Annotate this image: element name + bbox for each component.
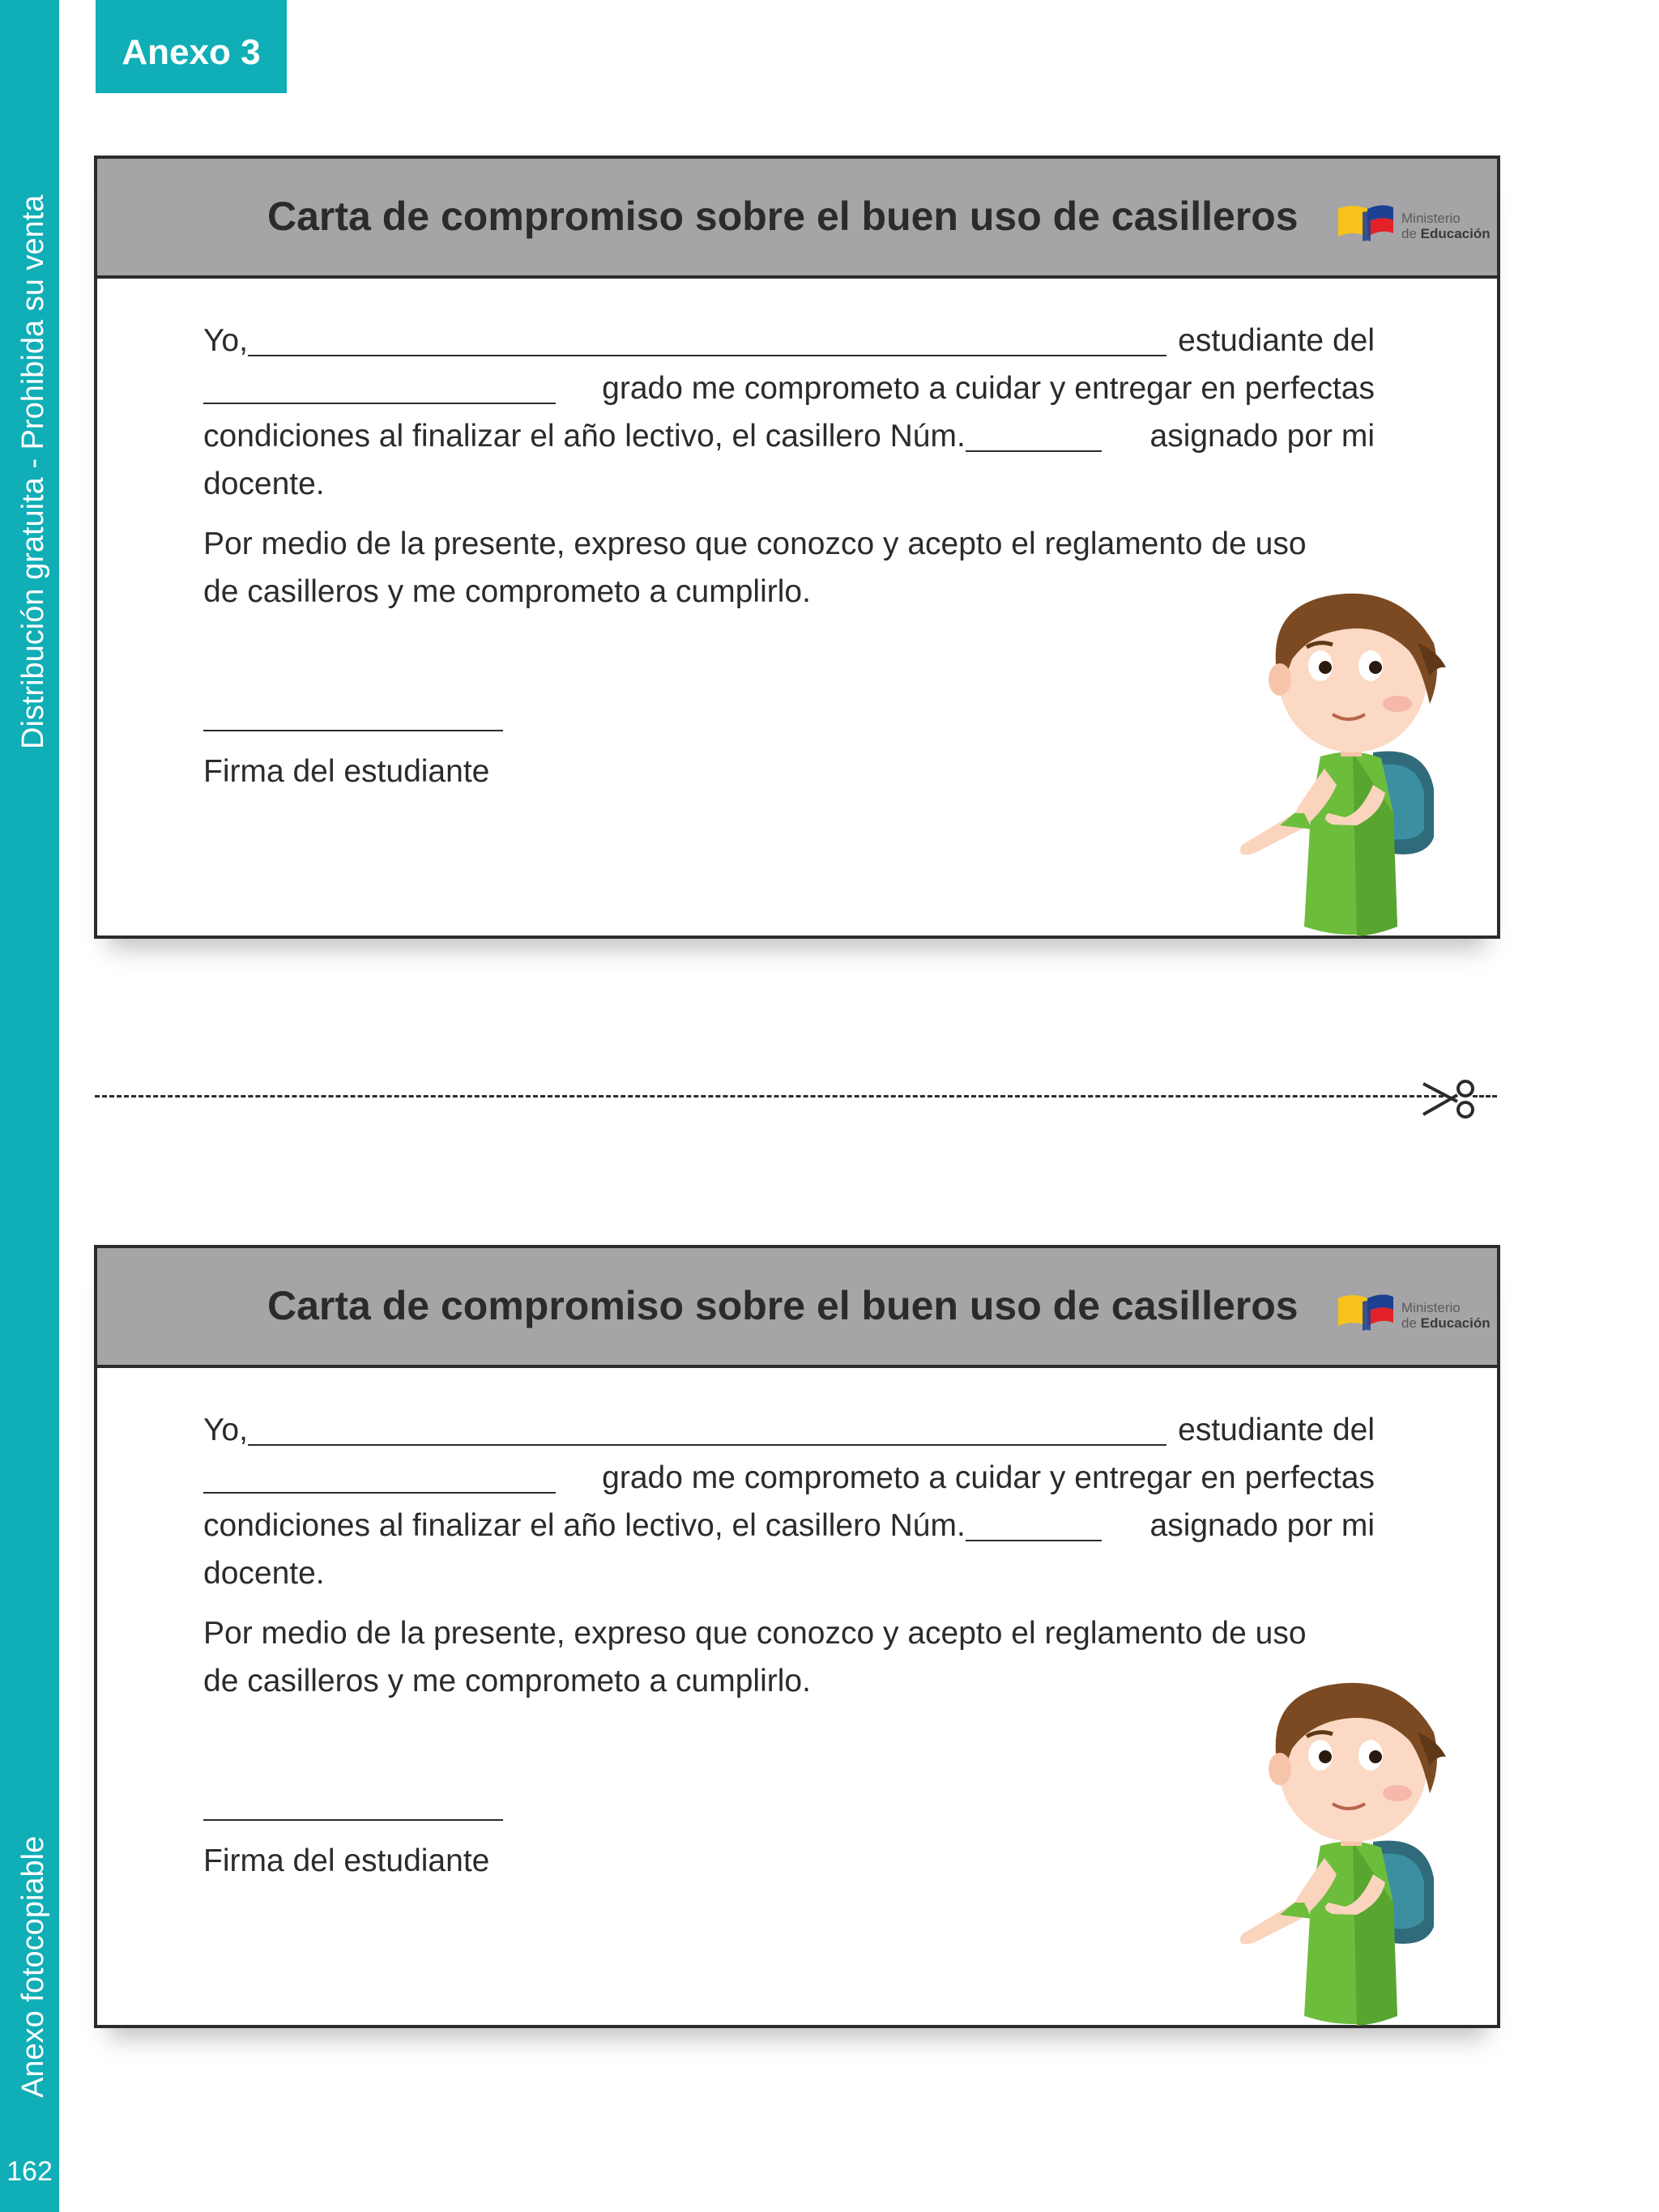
signature-field[interactable] [203, 730, 503, 731]
logo-text-ministerio: Ministerio [1401, 1300, 1461, 1315]
student-illustration [1191, 570, 1499, 939]
commitment-paragraph [203, 1406, 1375, 1597]
condiciones-text: condiciones al finalizar el año lectivo, el casillero Núm. [203, 1508, 966, 1543]
acceptance-line-1: Por medio de la presente, expreso que conozco y acepto el reglamento de uso [203, 526, 1307, 561]
ministerio-logo [1337, 201, 1491, 249]
acceptance-line-2: de casilleros y me comprometo a cumplirlo. [203, 1664, 811, 1698]
acceptance-line-2: de casilleros y me comprometo a cumplirlo. [203, 574, 811, 609]
logo-text-ministerio: Ministerio [1401, 211, 1461, 226]
sidebar-top-text: Distribución gratuita - Prohibida su venta [16, 194, 50, 749]
estudiante-label: estudiante del [1178, 1413, 1375, 1447]
locker-number-field[interactable] [966, 1507, 1102, 1541]
card-header [97, 1248, 1497, 1368]
acceptance-line-1: Por medio de la presente, expreso que conozco y acepto el reglamento de uso [203, 1616, 1307, 1651]
commitment-card [94, 1245, 1500, 2028]
flag-logo-icon [1337, 201, 1398, 249]
flag-logo-icon [1337, 1290, 1398, 1339]
condiciones-text: condiciones al finalizar el año lectivo, el casillero Núm. [203, 419, 966, 454]
locker-number-field[interactable] [966, 418, 1102, 452]
sidebar-bottom-text: Anexo fotocopiable [16, 1835, 50, 2098]
signature-label: Firma del estudiante [203, 1843, 490, 1878]
commitment-paragraph [203, 317, 1375, 508]
docente-text: docente. [203, 467, 325, 501]
signature-field[interactable] [203, 1819, 503, 1821]
ministerio-logo [1337, 1290, 1491, 1339]
commitment-card [94, 156, 1500, 939]
grade-field[interactable] [203, 1460, 556, 1494]
asignado-text: asignado por mi [1149, 419, 1375, 454]
signature-label: Firma del estudiante [203, 754, 490, 789]
docente-text: docente. [203, 1556, 325, 1591]
asignado-text: asignado por mi [1149, 1508, 1375, 1543]
card-header [97, 159, 1497, 279]
logo-text-educacion: de Educación [1401, 1315, 1491, 1331]
grado-text: grado me comprometo a cuidar y entregar en perfectas [602, 371, 1375, 406]
logo-text-educacion: de Educación [1401, 226, 1491, 241]
card-title: Carta de compromiso sobre el buen uso de casilleros [267, 194, 1299, 239]
yo-label: Yo, [203, 1413, 248, 1447]
name-field[interactable] [248, 1412, 1166, 1446]
scissors-icon [1422, 1076, 1478, 1123]
anexo-tab: Anexo 3 [96, 0, 287, 93]
name-field[interactable] [248, 322, 1166, 356]
cut-line [95, 1095, 1444, 1097]
student-illustration [1191, 1660, 1499, 2028]
cut-line-tail [1473, 1095, 1497, 1097]
yo-label: Yo, [203, 323, 248, 358]
grade-field[interactable] [203, 370, 556, 404]
grado-text: grado me comprometo a cuidar y entregar en perfectas [602, 1460, 1375, 1495]
page-number: 162 [6, 2156, 53, 2187]
estudiante-label: estudiante del [1178, 323, 1375, 358]
card-title: Carta de compromiso sobre el buen uso de casilleros [267, 1283, 1299, 1328]
